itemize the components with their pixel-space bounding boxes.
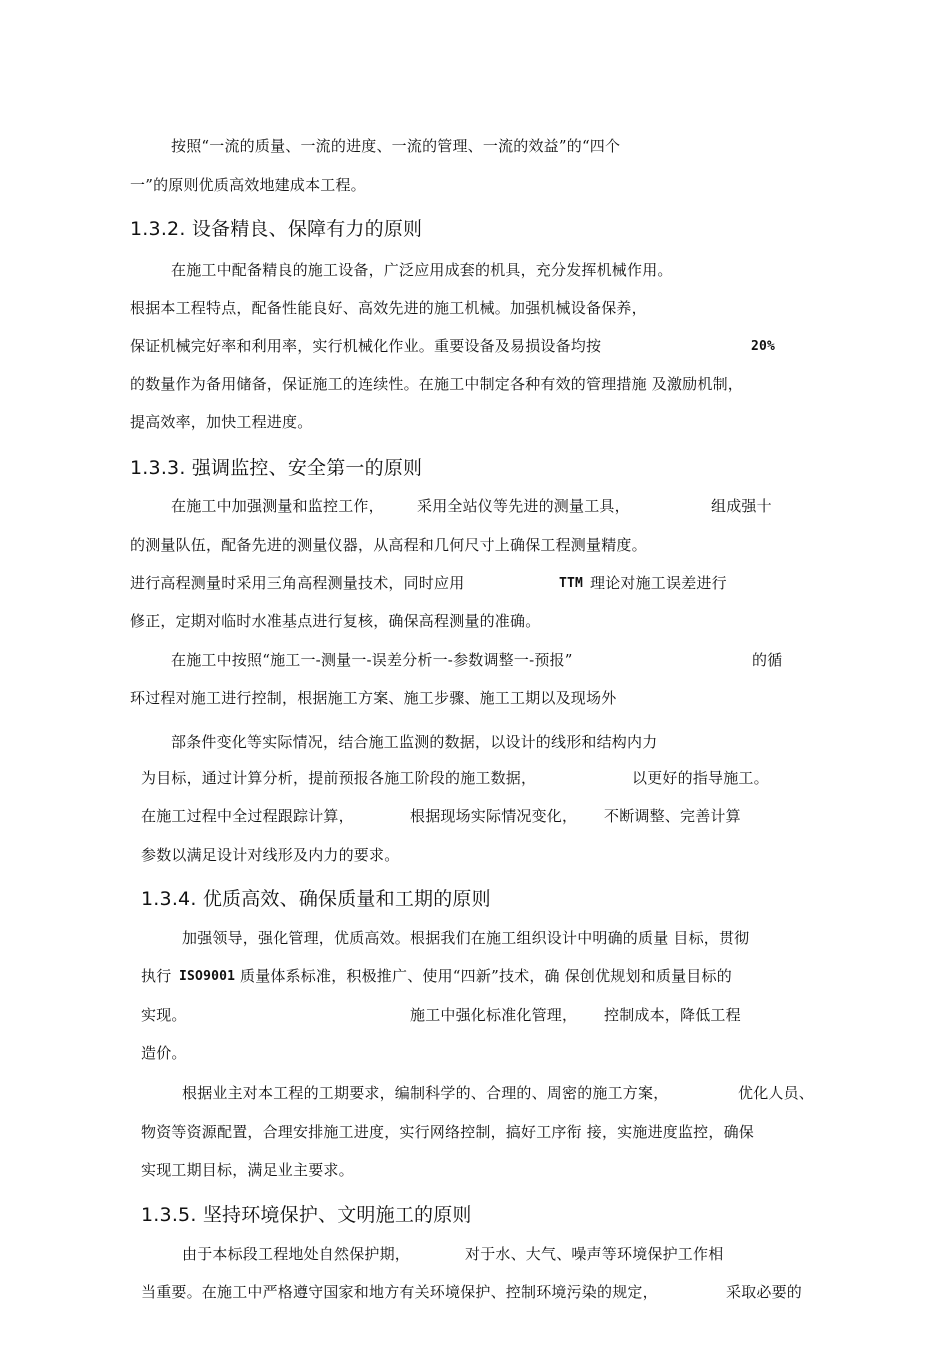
paragraph-line: 的数量作为备用储备，保证施工的连续性。在施工中制定各种有效的管理措施 及激励机制， [130, 375, 743, 393]
paragraph-line: 进行高程测量时采用三角高程测量技术，同时应用 [130, 574, 465, 592]
paragraph-line: 在施工中加强测量和监控工作， [171, 497, 384, 515]
paragraph-line: 在施工过程中全过程跟踪计算， [141, 807, 354, 825]
iso-standard: ISO9001 [179, 969, 236, 984]
paragraph-line: 采用全站仪等先进的测量工具， [417, 497, 630, 515]
paragraph-line: 根据现场实际情况变化， [410, 807, 578, 825]
paragraph-line: 修正，定期对临时水准基点进行复核，确保高程测量的准确。 [130, 612, 541, 630]
section-heading-1-3-4: 1.3.4. 优质高效、确保质量和工期的原则 [141, 888, 491, 910]
paragraph-line: 物资等资源配置，合理安排施工进度，实行网络控制，搞好工序衔 接，实施进度监控，确保 [141, 1123, 754, 1141]
section-heading-1-3-3: 1.3.3. 强调监控、安全第一的原则 [130, 457, 423, 479]
paragraph-line: 保证机械完好率和利用率，实行机械化作业。重要设备及易损设备均按 [130, 337, 602, 355]
paragraph-line: 环过程对施工进行控制，根据施工方案、施工步骤、施工工期以及现场外 [130, 689, 617, 707]
paragraph-line: 的循 [752, 651, 783, 669]
paragraph-line: 按照“一流的质量、一流的进度、一流的管理、一流的效益”的“四个 [171, 137, 621, 155]
paragraph-line: 控制成本，降低工程 [604, 1006, 741, 1024]
paragraph-line: 为目标，通过计算分析，提前预报各施工阶段的施工数据， [141, 769, 537, 787]
paragraph-line: 优化人员、 [738, 1084, 815, 1102]
paragraph-line: 以更好的指导施工。 [632, 769, 769, 787]
paragraph-line: 组成强十 [711, 497, 772, 515]
section-heading-1-3-2: 1.3.2. 设备精良、保障有力的原则 [130, 218, 423, 240]
paragraph-line: 在施工中按照“施工一-测量一-误差分析一-参数调整一-预报” [171, 651, 573, 669]
paragraph-line: 造价。 [141, 1044, 187, 1062]
paragraph-line: 对于水、大气、噪声等环境保护工作相 [465, 1245, 724, 1263]
paragraph-line: 的测量队伍，配备先进的测量仪器，从高程和几何尺寸上确保工程测量精度。 [130, 536, 647, 554]
paragraph-line: 实现工期目标，满足业主要求。 [141, 1161, 354, 1179]
paragraph-line: 理论对施工误差进行 [590, 574, 727, 592]
paragraph-line: 加强领导，强化管理，优质高效。根据我们在施工组织设计中明确的质量 目标，贯彻 [182, 929, 750, 947]
paragraph-line: 执行 [141, 967, 172, 985]
paragraph-line: 根据本工程特点，配备性能良好、高效先进的施工机械。加强机械设备保养， [130, 299, 647, 317]
paragraph-line: 提高效率，加快工程进度。 [130, 413, 313, 431]
paragraph-line: 当重要。在施工中严格遵守国家和地方有关环境保护、控制环境污染的规定， [141, 1283, 658, 1301]
paragraph-line: 采取必要的 [726, 1283, 803, 1301]
paragraph-line: 根据业主对本工程的工期要求，编制科学的、合理的、周密的施工方案， [182, 1084, 669, 1102]
ttm-term: TTM [559, 576, 584, 591]
section-heading-1-3-5: 1.3.5. 坚持环境保护、文明施工的原则 [141, 1204, 472, 1226]
paragraph-line: 部条件变化等实际情况，结合施工监测的数据，以设计的线形和结构内力 [171, 733, 658, 751]
paragraph-line: 由于本标段工程地处自然保护期， [182, 1245, 411, 1263]
paragraph-line: 不断调整、完善计算 [604, 807, 741, 825]
paragraph-line: 施工中强化标准化管理， [410, 1006, 578, 1024]
percentage-value: 20% [751, 339, 776, 354]
paragraph-line: 一”的原则优质高效地建成本工程。 [130, 176, 366, 194]
paragraph-line: 实现。 [141, 1006, 187, 1024]
paragraph-line: 质量体系标准，积极推广、使用“四新”技术，确 保创优规划和质量目标的 [240, 967, 732, 985]
paragraph-line: 在施工中配备精良的施工设备，广泛应用成套的机具，充分发挥机械作用。 [171, 261, 673, 279]
paragraph-line: 参数以满足设计对线形及内力的要求。 [141, 846, 400, 864]
